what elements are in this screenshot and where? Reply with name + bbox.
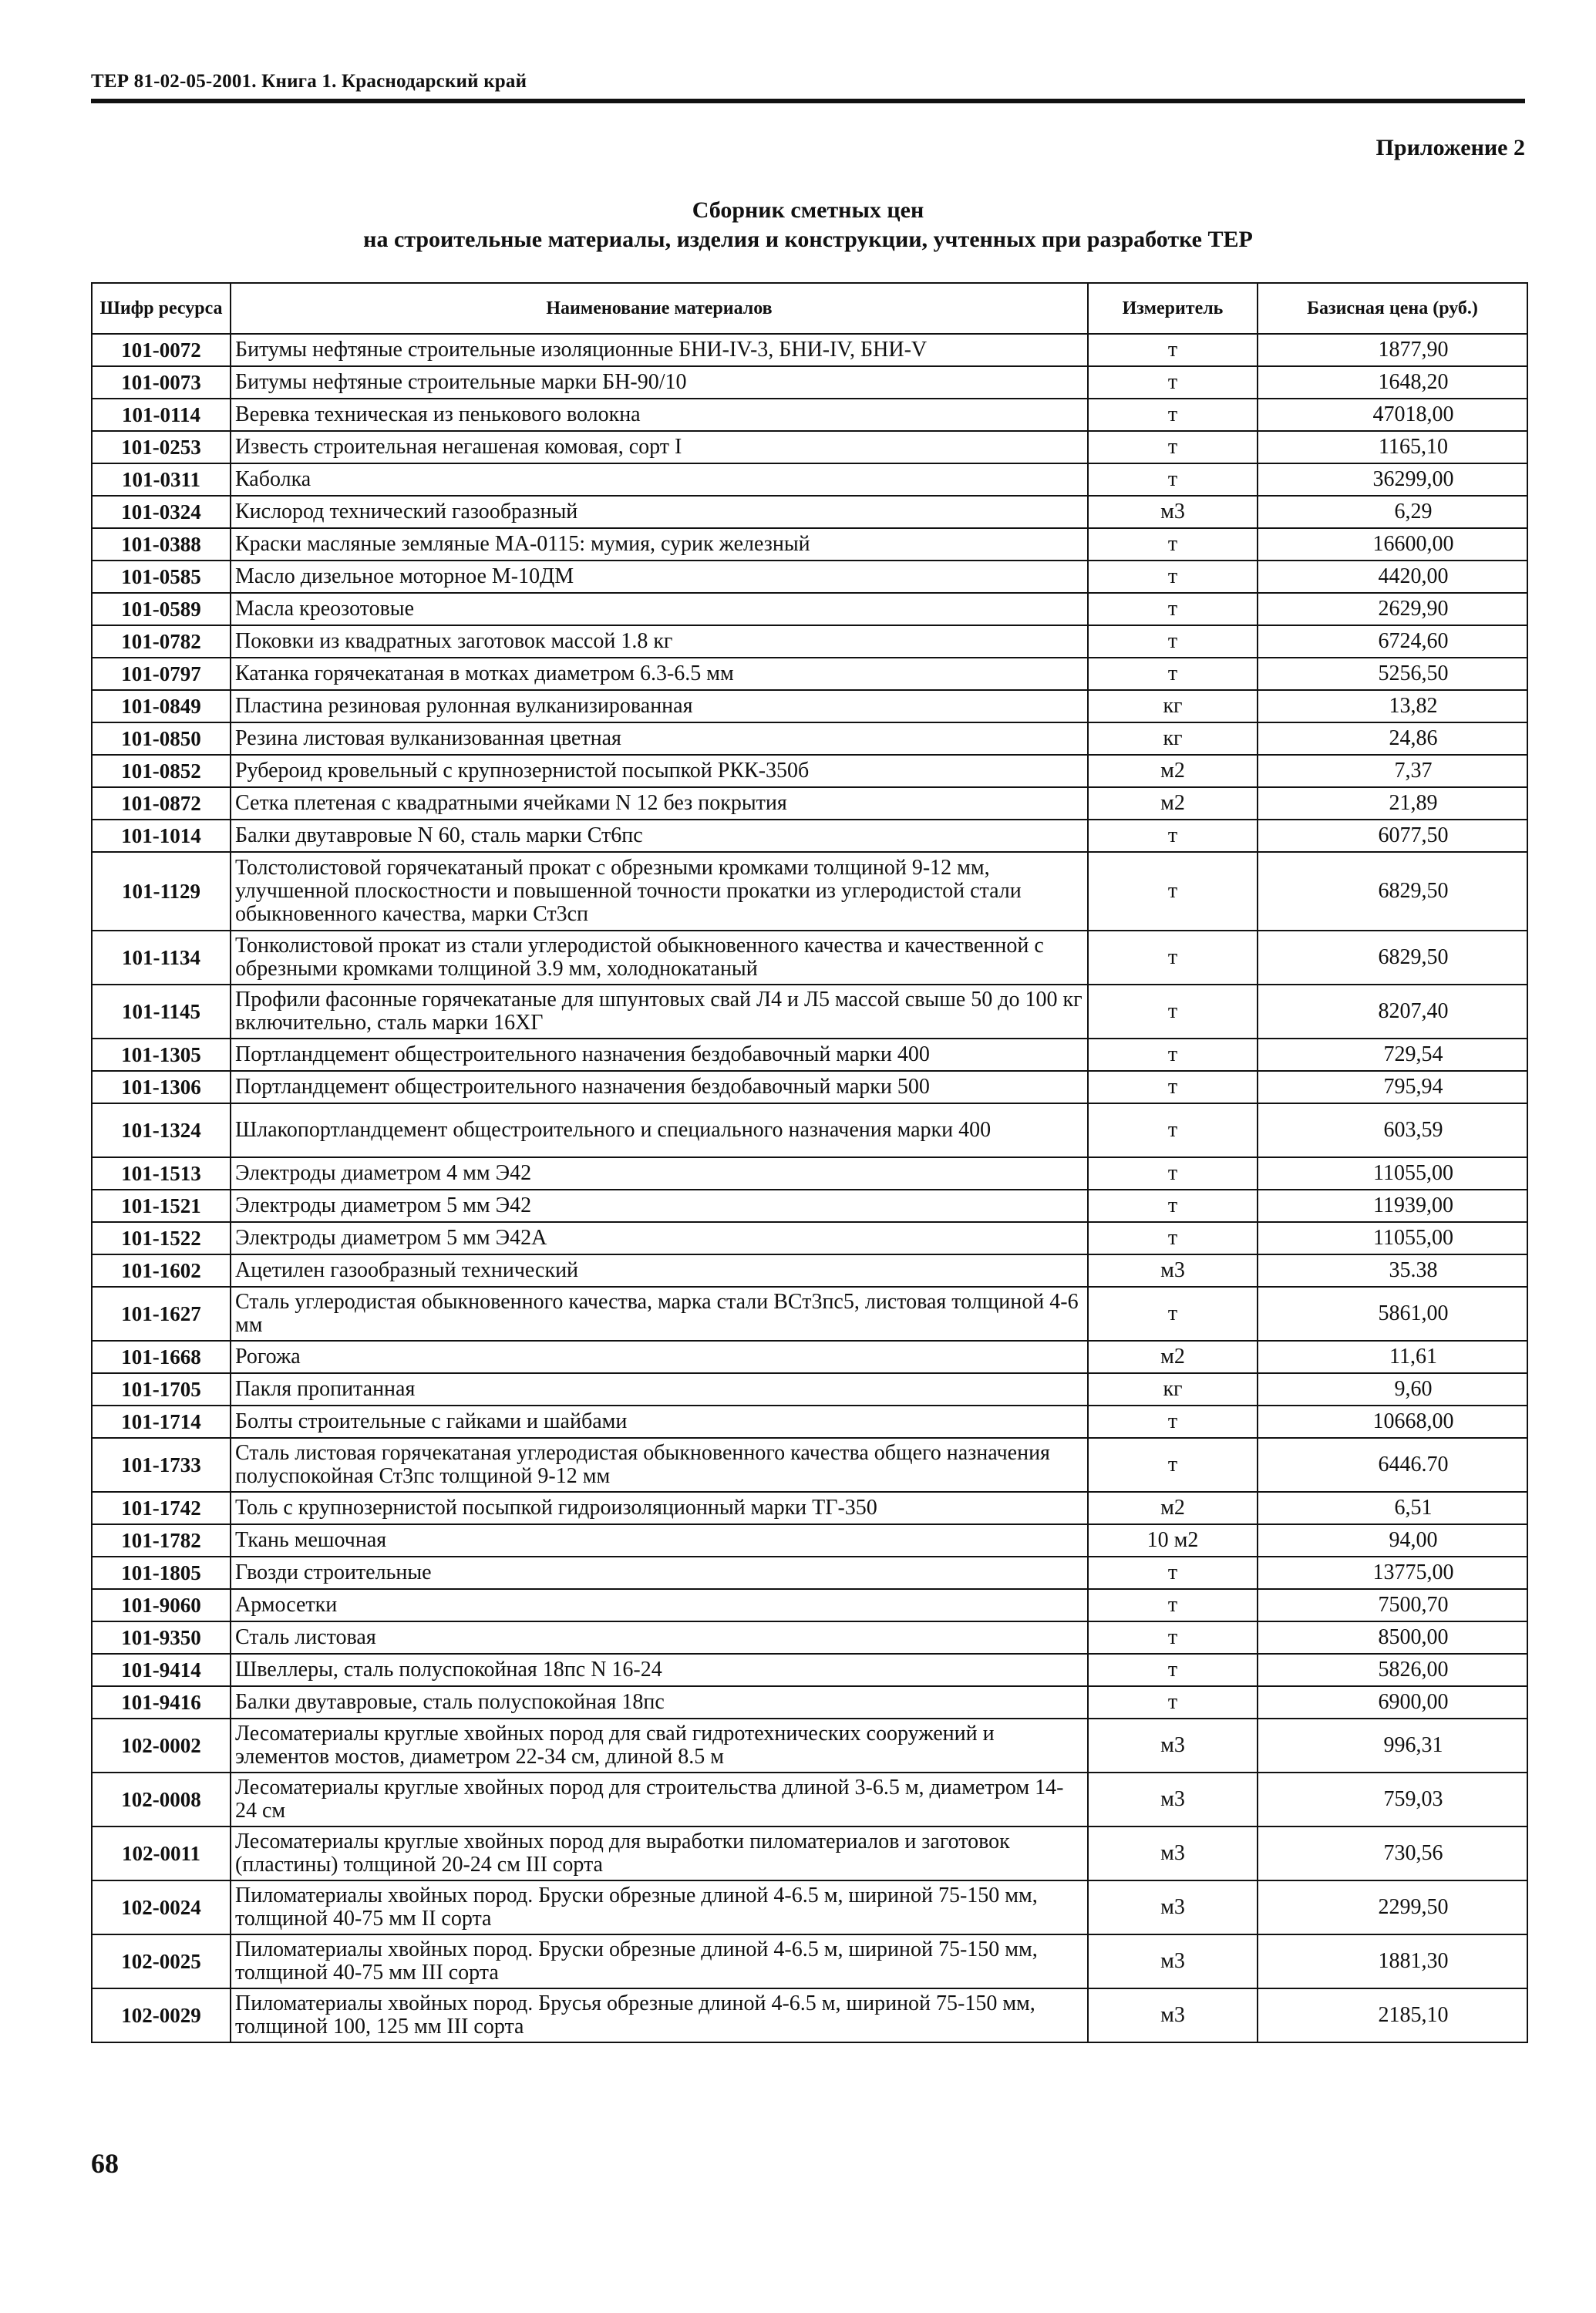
table-row: [92, 1654, 1527, 1686]
table-row: [92, 1492, 1527, 1524]
material-name-cell: Сетка плетеная с квадратными ячейками N 12 без покрытия: [231, 787, 1088, 820]
resource-code-cell: 101-1522: [92, 1222, 231, 1254]
table-row: [92, 755, 1527, 787]
table-row: [92, 1773, 1527, 1826]
material-name-cell: Толстолистовой горячекатаный прокат с обрезными кромками толщиной 9-12 мм, улучшенной плоскостности и повышенной точности прокатки из углеродистой стали обыкновенного качества, марки Ст3сп: [231, 852, 1088, 931]
price-cell: 759,03: [1258, 1773, 1527, 1826]
table-row: [92, 431, 1527, 463]
material-name-cell: Пиломатериалы хвойных пород. Бруски обрезные длиной 4-6.5 м, шириной 75-150 мм, толщиной 40-75 мм II сорта: [231, 1880, 1088, 1934]
material-name-cell: Электроды диаметром 4 мм Э42: [231, 1157, 1088, 1190]
unit-cell: кг: [1088, 1373, 1258, 1406]
resource-code-cell: 101-1782: [92, 1524, 231, 1557]
price-cell: 36299,00: [1258, 463, 1527, 496]
unit-cell: т: [1088, 366, 1258, 399]
resource-code-cell: 102-0029: [92, 1988, 231, 2042]
table-row: [92, 1103, 1527, 1157]
unit-cell: м3: [1088, 1880, 1258, 1934]
unit-cell: т: [1088, 852, 1258, 931]
unit-cell: т: [1088, 625, 1258, 658]
resource-code-cell: 101-0324: [92, 496, 231, 528]
resource-code-cell: 101-0585: [92, 561, 231, 593]
unit-cell: т: [1088, 1686, 1258, 1719]
resource-code-cell: 101-1305: [92, 1039, 231, 1071]
price-cell: 13,82: [1258, 690, 1527, 722]
table-row: [92, 1222, 1527, 1254]
table-row: [92, 1934, 1527, 1988]
material-name-cell: Катанка горячекатаная в мотках диаметром 6.3-6.5 мм: [231, 658, 1088, 690]
unit-cell: т: [1088, 1438, 1258, 1492]
price-cell: 7,37: [1258, 755, 1527, 787]
unit-cell: т: [1088, 1071, 1258, 1103]
material-name-cell: Пакля пропитанная: [231, 1373, 1088, 1406]
table-row: [92, 399, 1527, 431]
material-name-cell: Сталь листовая горячекатаная углеродистая обыкновенного качества общего назначения полуспокойная Ст3пс толщиной 9-12 мм: [231, 1438, 1088, 1492]
price-cell: 1881,30: [1258, 1934, 1527, 1988]
price-cell: 996,31: [1258, 1719, 1527, 1773]
resource-code-cell: 101-0072: [92, 334, 231, 366]
resource-code-cell: 101-1324: [92, 1103, 231, 1157]
price-cell: 5256,50: [1258, 658, 1527, 690]
table-row: [92, 820, 1527, 852]
unit-cell: м3: [1088, 496, 1258, 528]
resource-code-cell: 101-0589: [92, 593, 231, 625]
unit-cell: т: [1088, 463, 1258, 496]
table-row: [92, 722, 1527, 755]
unit-cell: т: [1088, 1039, 1258, 1071]
resource-code-cell: 101-0850: [92, 722, 231, 755]
price-cell: 6077,50: [1258, 820, 1527, 852]
price-cell: 11939,00: [1258, 1190, 1527, 1222]
unit-cell: м2: [1088, 787, 1258, 820]
unit-cell: т: [1088, 1190, 1258, 1222]
material-name-cell: Профили фасонные горячекатаные для шпунтовых свай Л4 и Л5 массой свыше 50 до 100 кг включительно, сталь марки 16ХГ: [231, 985, 1088, 1039]
price-cell: 9,60: [1258, 1373, 1527, 1406]
material-name-cell: Краски масляные земляные МА-0115: мумия, сурик железный: [231, 528, 1088, 561]
material-name-cell: Пиломатериалы хвойных пород. Бруски обрезные длиной 4-6.5 м, шириной 75-150 мм, толщиной 40-75 мм III сорта: [231, 1934, 1088, 1988]
material-name-cell: Масла креозотовые: [231, 593, 1088, 625]
price-cell: 94,00: [1258, 1524, 1527, 1557]
resource-code-cell: 101-1733: [92, 1438, 231, 1492]
material-name-cell: Сталь углеродистая обыкновенного качества, марка стали ВСт3пс5, листовая толщиной 4-6 мм: [231, 1287, 1088, 1341]
table-row: [92, 1826, 1527, 1880]
appendix-label: Приложение 2: [1375, 135, 1525, 160]
resource-code-cell: 101-0253: [92, 431, 231, 463]
table-row: [92, 496, 1527, 528]
table-row: [92, 1557, 1527, 1589]
unit-cell: м3: [1088, 1988, 1258, 2042]
resource-code-cell: 101-1129: [92, 852, 231, 931]
table-row: [92, 334, 1527, 366]
material-name-cell: Резина листовая вулканизованная цветная: [231, 722, 1088, 755]
material-name-cell: Масло дизельное моторное М-10ДМ: [231, 561, 1088, 593]
unit-cell: 10 м2: [1088, 1524, 1258, 1557]
table-row: [92, 1071, 1527, 1103]
material-name-cell: Сталь листовая: [231, 1621, 1088, 1654]
price-table: [91, 282, 1528, 2043]
unit-cell: м2: [1088, 1492, 1258, 1524]
table-row: [92, 1039, 1527, 1071]
resource-code-cell: 101-1805: [92, 1557, 231, 1589]
material-name-cell: Ткань мешочная: [231, 1524, 1088, 1557]
table-row: [92, 1719, 1527, 1773]
table-row: [92, 931, 1527, 985]
unit-cell: м3: [1088, 1719, 1258, 1773]
table-row: [92, 625, 1527, 658]
title-line-2: на строительные материалы, изделия и конструкции, учтенных при разработке ТЕР: [363, 227, 1253, 252]
resource-code-cell: 101-1705: [92, 1373, 231, 1406]
resource-code-cell: 101-0797: [92, 658, 231, 690]
resource-code-cell: 101-0114: [92, 399, 231, 431]
table-row: [92, 1438, 1527, 1492]
resource-code-cell: 101-1134: [92, 931, 231, 985]
table-row: [92, 1406, 1527, 1438]
price-cell: 6446.70: [1258, 1438, 1527, 1492]
price-cell: 10668,00: [1258, 1406, 1527, 1438]
unit-cell: кг: [1088, 722, 1258, 755]
material-name-cell: Портландцемент общестроительного назначения бездобавочный марки 500: [231, 1071, 1088, 1103]
resource-code-cell: 101-1742: [92, 1492, 231, 1524]
unit-cell: м2: [1088, 1341, 1258, 1373]
material-name-cell: Рубероид кровельный с крупнозернистой посыпкой РКК-350б: [231, 755, 1088, 787]
price-cell: 47018,00: [1258, 399, 1527, 431]
price-cell: 1165,10: [1258, 431, 1527, 463]
material-name-cell: Гвозди строительные: [231, 1557, 1088, 1589]
material-name-cell: Толь с крупнозернистой посыпкой гидроизоляционный марки ТГ-350: [231, 1492, 1088, 1524]
unit-cell: т: [1088, 1157, 1258, 1190]
column-header-price: Базисная цена (руб.): [1258, 283, 1527, 334]
price-cell: 729,54: [1258, 1039, 1527, 1071]
material-name-cell: Пиломатериалы хвойных пород. Брусья обрезные длиной 4-6.5 м, шириной 75-150 мм, толщиной 100, 125 мм III сорта: [231, 1988, 1088, 2042]
material-name-cell: Лесоматериалы круглые хвойных пород для свай гидротехнических сооружений и элементов мостов, диаметром 22-34 см, длиной 8.5 м: [231, 1719, 1088, 1773]
resource-code-cell: 101-0073: [92, 366, 231, 399]
table-row: [92, 852, 1527, 931]
table-body: [92, 334, 1527, 2042]
table-row: [92, 528, 1527, 561]
column-header-code: Шифр ресурса: [92, 283, 231, 334]
unit-cell: м2: [1088, 755, 1258, 787]
material-name-cell: Кислород технический газообразный: [231, 496, 1088, 528]
price-cell: 11055,00: [1258, 1222, 1527, 1254]
resource-code-cell: 101-0782: [92, 625, 231, 658]
unit-cell: т: [1088, 1103, 1258, 1157]
material-name-cell: Армосетки: [231, 1589, 1088, 1621]
price-cell: 6900,00: [1258, 1686, 1527, 1719]
unit-cell: т: [1088, 528, 1258, 561]
resource-code-cell: 101-1602: [92, 1254, 231, 1287]
resource-code-cell: 101-0849: [92, 690, 231, 722]
table-row: [92, 463, 1527, 496]
resource-code-cell: 101-0872: [92, 787, 231, 820]
material-name-cell: Швеллеры, сталь полуспокойная 18пс N 16-24: [231, 1654, 1088, 1686]
resource-code-cell: 101-9414: [92, 1654, 231, 1686]
price-cell: 11055,00: [1258, 1157, 1527, 1190]
material-name-cell: Каболка: [231, 463, 1088, 496]
resource-code-cell: 101-9350: [92, 1621, 231, 1654]
resource-code-cell: 102-0025: [92, 1934, 231, 1988]
unit-cell: т: [1088, 1654, 1258, 1686]
unit-cell: м3: [1088, 1934, 1258, 1988]
resource-code-cell: 102-0024: [92, 1880, 231, 1934]
material-name-cell: Балки двутавровые, сталь полуспокойная 18пс: [231, 1686, 1088, 1719]
price-cell: 7500,70: [1258, 1589, 1527, 1621]
material-name-cell: Тонколистовой прокат из стали углеродистой обыкновенного качества и качественной с обрезными кромками толщиной 3.9 мм, холоднокатаный: [231, 931, 1088, 985]
material-name-cell: Веревка техническая из пенькового волокна: [231, 399, 1088, 431]
running-header: ТЕР 81-02-05-2001. Книга 1. Краснодарский край: [91, 71, 527, 92]
price-cell: 16600,00: [1258, 528, 1527, 561]
material-name-cell: Известь строительная негашеная комовая, сорт I: [231, 431, 1088, 463]
resource-code-cell: 101-1145: [92, 985, 231, 1039]
resource-code-cell: 101-1306: [92, 1071, 231, 1103]
unit-cell: т: [1088, 561, 1258, 593]
price-cell: 8207,40: [1258, 985, 1527, 1039]
document-title: [91, 196, 1525, 254]
resource-code-cell: 101-0388: [92, 528, 231, 561]
table-row: [92, 1524, 1527, 1557]
table-row: [92, 985, 1527, 1039]
unit-cell: т: [1088, 1406, 1258, 1438]
table-row: [92, 366, 1527, 399]
material-name-cell: Электроды диаметром 5 мм Э42: [231, 1190, 1088, 1222]
resource-code-cell: 101-1521: [92, 1190, 231, 1222]
price-cell: 6,51: [1258, 1492, 1527, 1524]
unit-cell: т: [1088, 1557, 1258, 1589]
title-line-1: Сборник сметных цен: [692, 197, 924, 223]
material-name-cell: Лесоматериалы круглые хвойных пород для выработки пиломатериалов и заготовок (пластины) толщиной 20-24 см III сорта: [231, 1826, 1088, 1880]
unit-cell: т: [1088, 658, 1258, 690]
column-header-unit: Измеритель: [1088, 283, 1258, 334]
price-cell: 6724,60: [1258, 625, 1527, 658]
resource-code-cell: 101-0311: [92, 463, 231, 496]
material-name-cell: Битумы нефтяные строительные изоляционные БНИ-IV-3, БНИ-IV, БНИ-V: [231, 334, 1088, 366]
price-cell: 1877,90: [1258, 334, 1527, 366]
material-name-cell: Пластина резиновая рулонная вулканизированная: [231, 690, 1088, 722]
price-cell: 6829,50: [1258, 852, 1527, 931]
unit-cell: т: [1088, 1287, 1258, 1341]
price-cell: 1648,20: [1258, 366, 1527, 399]
resource-code-cell: 101-0852: [92, 755, 231, 787]
unit-cell: т: [1088, 431, 1258, 463]
material-name-cell: Балки двутавровые N 60, сталь марки Ст6пс: [231, 820, 1088, 852]
table-row: [92, 658, 1527, 690]
unit-cell: т: [1088, 1589, 1258, 1621]
table-row: [92, 690, 1527, 722]
table-row: [92, 1190, 1527, 1222]
price-cell: 21,89: [1258, 787, 1527, 820]
unit-cell: т: [1088, 985, 1258, 1039]
price-cell: 6829,50: [1258, 931, 1527, 985]
material-name-cell: Болты строительные с гайками и шайбами: [231, 1406, 1088, 1438]
resource-code-cell: 102-0011: [92, 1826, 231, 1880]
price-cell: 730,56: [1258, 1826, 1527, 1880]
price-cell: 795,94: [1258, 1071, 1527, 1103]
table-row: [92, 1157, 1527, 1190]
price-cell: 24,86: [1258, 722, 1527, 755]
resource-code-cell: 101-9060: [92, 1589, 231, 1621]
resource-code-cell: 101-1668: [92, 1341, 231, 1373]
price-cell: 2185,10: [1258, 1988, 1527, 2042]
material-name-cell: Битумы нефтяные строительные марки БН-90/10: [231, 366, 1088, 399]
table-header-row: [92, 283, 1527, 334]
material-name-cell: Рогожа: [231, 1341, 1088, 1373]
table-row: [92, 1373, 1527, 1406]
unit-cell: т: [1088, 820, 1258, 852]
table-row: [92, 1621, 1527, 1654]
price-cell: 11,61: [1258, 1341, 1527, 1373]
unit-cell: т: [1088, 931, 1258, 985]
unit-cell: т: [1088, 399, 1258, 431]
table-row: [92, 1880, 1527, 1934]
price-cell: 6,29: [1258, 496, 1527, 528]
header-rule: [91, 99, 1525, 103]
table-row: [92, 1988, 1527, 2042]
material-name-cell: Портландцемент общестроительного назначения бездобавочный марки 400: [231, 1039, 1088, 1071]
price-cell: 35.38: [1258, 1254, 1527, 1287]
price-cell: 13775,00: [1258, 1557, 1527, 1589]
unit-cell: т: [1088, 593, 1258, 625]
resource-code-cell: 101-9416: [92, 1686, 231, 1719]
unit-cell: т: [1088, 1222, 1258, 1254]
unit-cell: м3: [1088, 1826, 1258, 1880]
unit-cell: м3: [1088, 1773, 1258, 1826]
material-name-cell: Шлакопортландцемент общестроительного и специального назначения марки 400: [231, 1103, 1088, 1157]
unit-cell: м3: [1088, 1254, 1258, 1287]
price-cell: 2629,90: [1258, 593, 1527, 625]
unit-cell: т: [1088, 1621, 1258, 1654]
resource-code-cell: 101-1014: [92, 820, 231, 852]
price-cell: 2299,50: [1258, 1880, 1527, 1934]
table-row: [92, 593, 1527, 625]
resource-code-cell: 101-1513: [92, 1157, 231, 1190]
price-cell: 5826,00: [1258, 1654, 1527, 1686]
resource-code-cell: 102-0002: [92, 1719, 231, 1773]
price-cell: 603,59: [1258, 1103, 1527, 1157]
resource-code-cell: 102-0008: [92, 1773, 231, 1826]
price-cell: 5861,00: [1258, 1287, 1527, 1341]
table-row: [92, 1589, 1527, 1621]
column-header-name: Наименование материалов: [231, 283, 1088, 334]
unit-cell: кг: [1088, 690, 1258, 722]
price-cell: 8500,00: [1258, 1621, 1527, 1654]
table-row: [92, 561, 1527, 593]
resource-code-cell: 101-1627: [92, 1287, 231, 1341]
table-row: [92, 1686, 1527, 1719]
material-name-cell: Лесоматериалы круглые хвойных пород для строительства длиной 3-6.5 м, диаметром 14-24 см: [231, 1773, 1088, 1826]
page-number: 68: [91, 2148, 119, 2179]
resource-code-cell: 101-1714: [92, 1406, 231, 1438]
price-cell: 4420,00: [1258, 561, 1527, 593]
table-row: [92, 1287, 1527, 1341]
material-name-cell: Электроды диаметром 5 мм Э42А: [231, 1222, 1088, 1254]
unit-cell: т: [1088, 334, 1258, 366]
table-row: [92, 1341, 1527, 1373]
material-name-cell: Поковки из квадратных заготовок массой 1.8 кг: [231, 625, 1088, 658]
table-row: [92, 1254, 1527, 1287]
material-name-cell: Ацетилен газообразный технический: [231, 1254, 1088, 1287]
table-row: [92, 787, 1527, 820]
